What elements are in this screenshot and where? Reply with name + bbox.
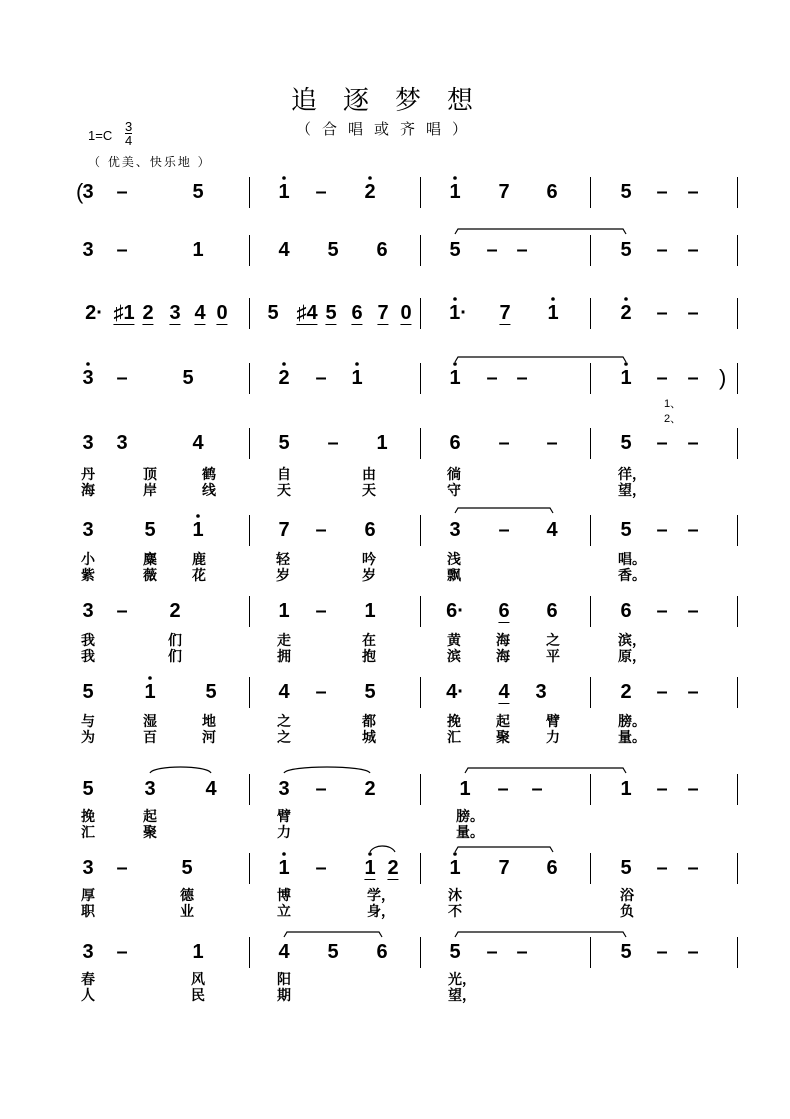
note: 7 xyxy=(278,519,290,541)
note: 5 xyxy=(327,941,339,963)
note: 4 xyxy=(546,519,558,541)
octave-dot xyxy=(282,362,286,366)
lyric: 由 xyxy=(362,467,376,483)
lyric: 花 xyxy=(192,568,206,584)
note: 3 xyxy=(82,941,94,963)
lyric: 业 xyxy=(180,904,194,920)
lyric: 人 xyxy=(81,988,95,1004)
lyric: 挽 xyxy=(81,809,95,825)
note: 5 xyxy=(620,941,632,963)
note: – xyxy=(516,239,528,261)
close-paren: ) xyxy=(719,365,727,390)
octave-dot xyxy=(148,676,152,680)
lyric: 海 xyxy=(496,649,510,665)
note: – xyxy=(531,778,543,800)
note: 4 xyxy=(194,302,206,324)
lyric: 期 xyxy=(277,988,291,1004)
note: – xyxy=(656,239,668,261)
lyric: 拥 xyxy=(277,649,291,665)
note: 5 xyxy=(620,857,632,879)
note: – xyxy=(498,519,510,541)
lyric: 天 xyxy=(362,483,376,499)
lyric: 们 xyxy=(168,633,182,649)
note: 1 xyxy=(459,778,471,800)
lyric: 天 xyxy=(277,483,291,499)
time-signature-top: 3 xyxy=(125,119,133,134)
note: 4 xyxy=(192,432,204,454)
octave-dot xyxy=(196,514,200,518)
note: 1 xyxy=(620,367,632,389)
lyric: 飘 xyxy=(447,568,461,584)
lyric: 不 xyxy=(448,904,462,920)
lyric: 岸 xyxy=(143,483,157,499)
note: 3 xyxy=(82,600,94,622)
note: 3 xyxy=(116,432,128,454)
lyric: 都 xyxy=(362,714,376,730)
lyric: 们 xyxy=(168,649,182,665)
note: 4 xyxy=(278,239,290,261)
lyric: 守 xyxy=(447,483,461,499)
octave-dot xyxy=(453,362,457,366)
note: 6 xyxy=(546,600,558,622)
note: 5 xyxy=(82,681,94,703)
note: – xyxy=(687,302,699,324)
note: – xyxy=(486,367,498,389)
lyric: 鹿 xyxy=(192,552,206,568)
time-signature-bottom: 4 xyxy=(125,133,133,148)
note: – xyxy=(315,519,327,541)
note: 5 xyxy=(267,302,279,324)
note: 5 xyxy=(449,239,461,261)
note: 4· xyxy=(446,681,464,703)
note: 2 xyxy=(142,302,154,324)
lyric: 岁 xyxy=(276,568,290,584)
note: – xyxy=(116,941,128,963)
expression-mark: （ 优美、快乐地 ） xyxy=(88,155,212,169)
note: 2 xyxy=(169,600,181,622)
note: 5 xyxy=(620,432,632,454)
note: – xyxy=(656,681,668,703)
note: 5 xyxy=(364,681,376,703)
note: – xyxy=(315,778,327,800)
note: 2 xyxy=(364,181,376,203)
note: – xyxy=(656,367,668,389)
note: – xyxy=(497,778,509,800)
note: 5 xyxy=(192,181,204,203)
lyric: 线 xyxy=(202,483,216,499)
note: 1 xyxy=(278,857,290,879)
note: 2 xyxy=(364,778,376,800)
note: – xyxy=(116,600,128,622)
tie xyxy=(150,767,211,773)
lyric: 轻 xyxy=(276,552,290,568)
lyric: 之 xyxy=(277,730,291,746)
note: – xyxy=(327,432,339,454)
tie xyxy=(455,847,553,852)
lyric: 民 xyxy=(191,988,205,1004)
note: 2 xyxy=(620,681,632,703)
note: – xyxy=(656,600,668,622)
note: 5 xyxy=(182,367,194,389)
note: 6 xyxy=(546,857,558,879)
lyric: 膀。 xyxy=(456,809,484,825)
note: – xyxy=(687,681,699,703)
lyric: 吟 xyxy=(362,552,376,568)
lyric: 黄 xyxy=(447,633,461,649)
lyric: 鹤 xyxy=(202,467,216,483)
note: – xyxy=(687,778,699,800)
note: – xyxy=(656,778,668,800)
note: 2 xyxy=(620,302,632,324)
lyric: 地 xyxy=(202,714,216,730)
lyric: 望， xyxy=(618,483,646,499)
tie xyxy=(284,767,370,773)
note: 1 xyxy=(449,367,461,389)
note: 1 xyxy=(192,239,204,261)
note: 5 xyxy=(144,519,156,541)
note: – xyxy=(687,181,699,203)
volta-2-label: 2、 xyxy=(664,413,682,425)
note: 3 xyxy=(82,432,94,454)
lyric: 量。 xyxy=(618,730,646,746)
octave-dot xyxy=(86,362,90,366)
note: – xyxy=(656,519,668,541)
note: 3 xyxy=(82,367,94,389)
octave-dot xyxy=(551,297,555,301)
lyric: 光， xyxy=(448,972,476,988)
note: 0 xyxy=(216,302,228,324)
note: 3 xyxy=(449,519,461,541)
lyric: 我 xyxy=(81,649,95,665)
note: – xyxy=(315,857,327,879)
note: 6 xyxy=(498,600,510,622)
note: 5 xyxy=(449,941,461,963)
lyric: 顶 xyxy=(143,467,157,483)
note: – xyxy=(315,367,327,389)
note: 3 xyxy=(82,239,94,261)
octave-dot xyxy=(355,362,359,366)
lyric: 之 xyxy=(546,633,560,649)
lyric: 厚 xyxy=(81,888,95,904)
note: 1 xyxy=(351,367,363,389)
note: 5 xyxy=(278,432,290,454)
note: 2 xyxy=(387,857,399,879)
note: – xyxy=(486,239,498,261)
note: – xyxy=(516,367,528,389)
lyric: 浅 xyxy=(447,552,461,568)
note: – xyxy=(516,941,528,963)
lyric: 薇 xyxy=(143,568,157,584)
lyric: 麋 xyxy=(143,552,157,568)
note: – xyxy=(687,519,699,541)
note: – xyxy=(486,941,498,963)
note: 7 xyxy=(498,181,510,203)
note: 5 xyxy=(620,519,632,541)
note: – xyxy=(116,239,128,261)
note: – xyxy=(687,600,699,622)
lyric: 浴 xyxy=(620,888,634,904)
note: – xyxy=(656,432,668,454)
note: 1 xyxy=(449,181,461,203)
score-title: 追逐梦想 xyxy=(290,86,499,116)
lyric: 职 xyxy=(81,904,95,920)
tie xyxy=(455,508,553,513)
lyric: 岁 xyxy=(362,568,376,584)
lyric: 力 xyxy=(277,825,291,841)
note: – xyxy=(687,941,699,963)
lyric: 城 xyxy=(362,730,376,746)
lyric: 我 xyxy=(81,633,95,649)
note: 7 xyxy=(377,302,389,324)
octave-dot xyxy=(624,297,628,301)
lyric: 聚 xyxy=(496,730,510,746)
note: 4 xyxy=(278,681,290,703)
note: 5 xyxy=(82,778,94,800)
note: 5 xyxy=(327,239,339,261)
tie xyxy=(465,768,626,773)
lyric: 春 xyxy=(81,972,95,988)
note: 3 xyxy=(278,778,290,800)
lyric: 德 xyxy=(180,888,194,904)
note: 1 xyxy=(620,778,632,800)
note: 1 xyxy=(144,681,156,703)
note: ♯1 xyxy=(113,302,135,324)
lyric: 湿 xyxy=(143,714,157,730)
note: 1 xyxy=(192,519,204,541)
key-signature: 1=C xyxy=(88,128,113,143)
lyric: 自 xyxy=(277,467,291,483)
lyric: 海 xyxy=(81,483,95,499)
note: 2 xyxy=(278,367,290,389)
lyric: 力 xyxy=(546,730,560,746)
lyric: 沐 xyxy=(448,888,462,904)
lyric: 汇 xyxy=(447,730,461,746)
lyric: 滨 xyxy=(447,649,461,665)
note: – xyxy=(656,181,668,203)
lyric: 汇 xyxy=(81,825,95,841)
lyric: 香。 xyxy=(618,568,646,584)
note: 6 xyxy=(620,600,632,622)
tie xyxy=(284,932,382,937)
lyric: 唱。 xyxy=(618,552,646,568)
octave-dot xyxy=(368,176,372,180)
volta-1-label: 1、 xyxy=(664,398,682,410)
note: 3 xyxy=(144,778,156,800)
note: 3 xyxy=(82,181,94,203)
note: 3 xyxy=(82,519,94,541)
note: 7 xyxy=(498,857,510,879)
note: 6 xyxy=(364,519,376,541)
tie xyxy=(455,357,626,362)
lyric: 臂 xyxy=(277,809,291,825)
note: ♯4 xyxy=(296,302,318,324)
lyric: 在 xyxy=(362,633,376,649)
lyric: 臂 xyxy=(546,714,560,730)
lyric: 起 xyxy=(496,714,510,730)
note: – xyxy=(116,857,128,879)
lyric: 之 xyxy=(277,714,291,730)
lyric: 丹 xyxy=(81,467,95,483)
note: 3 xyxy=(169,302,181,324)
lyric: 徜 xyxy=(447,467,461,483)
note: 5 xyxy=(181,857,193,879)
lyric: 学， xyxy=(367,888,395,904)
lyric: 走 xyxy=(277,633,291,649)
note: 1 xyxy=(278,600,290,622)
note: 5 xyxy=(205,681,217,703)
note: 6 xyxy=(351,302,363,324)
lyric: 平 xyxy=(546,649,560,665)
note: – xyxy=(656,857,668,879)
lyric: 立 xyxy=(277,904,291,920)
note: 1 xyxy=(449,857,461,879)
lyric: 为 xyxy=(81,730,95,746)
note: 1 xyxy=(376,432,388,454)
lyric: 身， xyxy=(367,904,395,920)
note: 5 xyxy=(325,302,337,324)
lyric: 风 xyxy=(191,972,205,988)
note: – xyxy=(687,367,699,389)
note: 4 xyxy=(498,681,510,703)
note: 1 xyxy=(278,181,290,203)
note: 5 xyxy=(620,181,632,203)
note: 1 xyxy=(192,941,204,963)
note: 1· xyxy=(449,302,467,324)
octave-dot xyxy=(453,176,457,180)
octave-dot xyxy=(282,852,286,856)
lyric: 负 xyxy=(620,904,634,920)
note: 0 xyxy=(400,302,412,324)
lyric: 河 xyxy=(202,730,216,746)
note: 1 xyxy=(364,600,376,622)
note: – xyxy=(656,302,668,324)
note: – xyxy=(498,432,510,454)
lyric: 百 xyxy=(143,730,157,746)
lyric: 望， xyxy=(448,988,476,1004)
lyric: 博 xyxy=(277,888,291,904)
note: – xyxy=(315,600,327,622)
lyric: 阳 xyxy=(277,972,291,988)
note: 3 xyxy=(535,681,547,703)
note: 4 xyxy=(278,941,290,963)
lyric: 起 xyxy=(143,809,157,825)
note: 1 xyxy=(364,857,376,879)
lyric: 滨， xyxy=(618,633,646,649)
note: 6 xyxy=(546,181,558,203)
lyric: 挽 xyxy=(447,714,461,730)
note: – xyxy=(656,941,668,963)
note: – xyxy=(687,857,699,879)
octave-dot xyxy=(282,176,286,180)
note: – xyxy=(687,432,699,454)
note: 6 xyxy=(449,432,461,454)
lyric: 抱 xyxy=(362,649,376,665)
note: 6· xyxy=(446,600,464,622)
lyric: 聚 xyxy=(143,825,157,841)
lyric: 原， xyxy=(618,649,646,665)
note: – xyxy=(315,181,327,203)
note: 2· xyxy=(85,302,103,324)
octave-dot xyxy=(368,852,372,856)
note: 3 xyxy=(82,857,94,879)
lyric: 徉， xyxy=(618,467,646,483)
score-subtitle: （合唱或齐唱） xyxy=(296,120,479,138)
tie xyxy=(370,846,395,852)
note: – xyxy=(687,239,699,261)
note: – xyxy=(116,367,128,389)
note: 7 xyxy=(499,302,511,324)
note: 6 xyxy=(376,239,388,261)
lyric: 量。 xyxy=(456,825,484,841)
note: 5 xyxy=(620,239,632,261)
tie xyxy=(455,932,626,937)
note: – xyxy=(116,181,128,203)
note: – xyxy=(315,681,327,703)
lyric: 膀。 xyxy=(618,714,646,730)
note: – xyxy=(546,432,558,454)
lyric: 海 xyxy=(496,633,510,649)
octave-dot xyxy=(453,297,457,301)
lyric: 紫 xyxy=(81,568,95,584)
tie xyxy=(455,229,626,234)
note: 1 xyxy=(547,302,559,324)
lyric: 与 xyxy=(81,714,95,730)
octave-dot xyxy=(453,852,457,856)
octave-dot xyxy=(624,362,628,366)
note: 4 xyxy=(205,778,217,800)
lyric: 小 xyxy=(81,552,95,568)
open-paren: ( xyxy=(76,179,84,204)
note: 6 xyxy=(376,941,388,963)
